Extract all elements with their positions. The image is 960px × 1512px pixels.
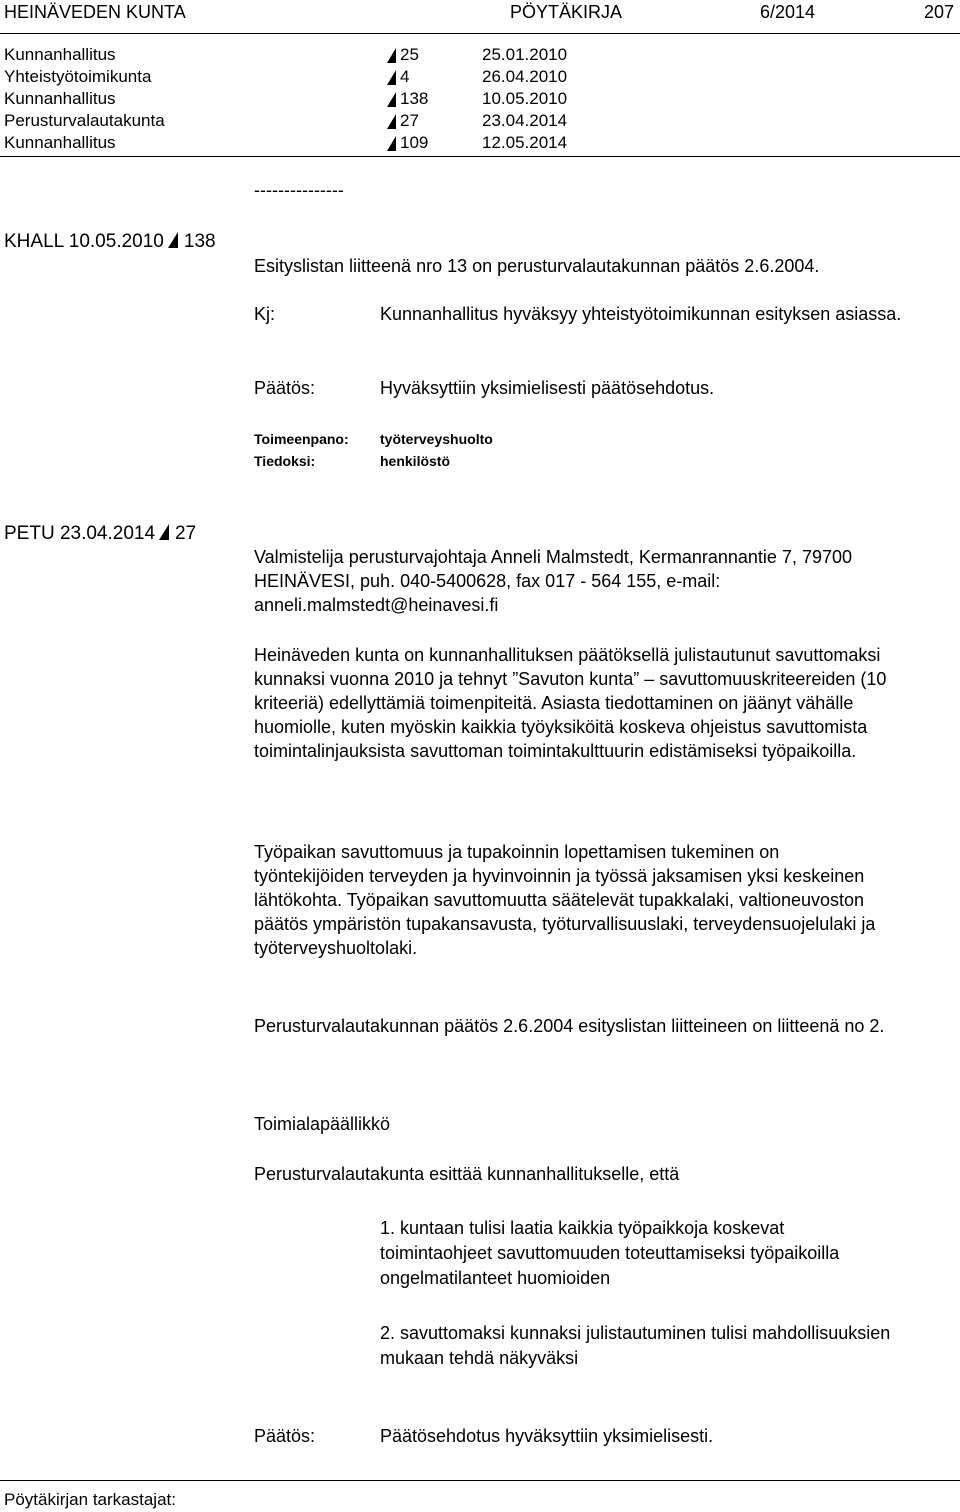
section-mark-icon — [387, 92, 396, 107]
petu-paragraph-2: Työpaikan savuttomuus ja tupakoinnin lopettamisen tukeminen on työntekijöiden terveyden ja hyvinvoinnin ja työssä jaksamisen yksi keskeinen lähtökohta. Työpaikan savuttomuutta säätelevät tupakkalaki, valtioneuvoston päätös ympäristön tupakansavusta, työturvallisuuslaki, terveydensuojelulaki ja työterveyshuoltolaki. — [254, 842, 876, 958]
history-body: Yhteistyötoimikunta — [4, 67, 152, 86]
section-mark-icon — [387, 114, 396, 129]
history-num: 25 — [400, 45, 419, 64]
section-mark-icon — [168, 232, 178, 248]
history-body: Perusturvalautakunta — [4, 111, 165, 130]
history-date: 12.05.2014 — [482, 133, 568, 152]
history-date: 26.04.2010 — [482, 67, 568, 86]
separator-dashes: --------------- — [254, 180, 344, 200]
issue-number: 6/2014 — [760, 2, 816, 22]
history-num: 109 — [400, 133, 429, 152]
document-type: PÖYTÄKIRJA — [510, 2, 623, 22]
municipality-name: HEINÄVEDEN KUNTA — [4, 2, 186, 22]
preparer-info: Valmistelija perusturvajohtaja Anneli Malmstedt, Kermanrannantie 7, 79700 HEINÄVESI, puh. 040-5400628, fax 017 - 564 155, e-mail: anneli.malmstedt@heinavesi.fi — [254, 547, 852, 615]
proposal-intro: Perusturvalautakunta esittää kunnanhallitukselle, että — [254, 1164, 680, 1184]
kj-text: Kunnanhallitus hyväksyy yhteistyötoimikunnan esityksen asiassa. — [380, 304, 902, 324]
khall-intro: Esityslistan liitteenä nro 13 on perusturvalautakunnan päätös 2.6.2004. — [254, 256, 820, 276]
petu-section-num: 27 — [175, 523, 197, 544]
history-date: 23.04.2014 — [482, 111, 568, 130]
proposal-item-1: 1. kuntaan tulisi laatia kaikkia työpaikkoja koskevat toimintaohjeet savuttomuuden toteuttamiseksi työpaikoilla ongelmatilanteet huomioiden — [380, 1218, 840, 1288]
section-mark-icon — [387, 136, 396, 151]
implementation-label: Toimeenpano: — [254, 431, 349, 447]
section-mark-icon — [159, 524, 169, 540]
petu-ref-text: PETU 23.04.2014 — [4, 523, 156, 544]
history-date: 10.05.2010 — [482, 89, 568, 108]
section-mark-icon — [387, 48, 396, 63]
khall-ref-text: KHALL 10.05.2010 — [4, 231, 164, 252]
implementation-value: työterveyshuolto — [380, 431, 493, 447]
section-mark-icon — [387, 70, 396, 85]
info-value: henkilöstö — [380, 453, 451, 469]
petu-paragraph-1: Heinäveden kunta on kunnanhallituksen päätöksellä julistautunut savuttomaksi kunnaksi vuonna 2010 ja tehnyt ”Savuton kunta” – savuttomuuskriteereiden (10 kriteeriä) edellyttämiä toimenpiteitä. Asiasta tiedottaminen on jäänyt vähälle huomiolle, kuten myöskin kaikkia työyksiköitä koskeva ohjeistus savuttomista toimintalinjauksista savuttoman toimintakulttuurin edistämiseksi työpaikoilla. — [254, 645, 887, 761]
role-title: Toimialapäällikkö — [254, 1114, 391, 1134]
history-date: 25.01.2010 — [482, 45, 568, 64]
header-rule — [0, 33, 960, 34]
history-num: 27 — [400, 111, 419, 130]
reviewers-label: Pöytäkirjan tarkastajat: — [4, 1490, 176, 1509]
petu-paragraph-3: Perusturvalautakunnan päätös 2.6.2004 esityslistan liitteineen on liitteenä no 2. — [254, 1016, 885, 1036]
info-label: Tiedoksi: — [254, 453, 316, 469]
history-num: 138 — [400, 89, 429, 108]
petu-reference — [4, 522, 196, 546]
history-body: Kunnanhallitus — [4, 89, 116, 108]
history-body: Kunnanhallitus — [4, 45, 116, 64]
petu-decision-label: Päätös: — [254, 1426, 316, 1446]
kj-label: Kj: — [254, 304, 276, 324]
petu-decision-text: Päätösehdotus hyväksyttiin yksimielisesti. — [380, 1426, 714, 1446]
khall-section-num: 138 — [183, 231, 216, 252]
khall-decision-text: Hyväksyttiin yksimielisesti päätösehdotus. — [380, 378, 715, 398]
history-rule — [0, 156, 960, 157]
page-number: 207 — [924, 2, 955, 22]
footer-rule — [0, 1480, 960, 1481]
khall-decision-label: Päätös: — [254, 378, 316, 398]
history-body: Kunnanhallitus — [4, 133, 116, 152]
proposal-item-2: 2. savuttomaksi kunnaksi julistautuminen tulisi mahdollisuuksien mukaan tehdä näkyväksi — [380, 1323, 891, 1368]
khall-reference — [4, 230, 216, 254]
history-num: 4 — [400, 67, 410, 86]
